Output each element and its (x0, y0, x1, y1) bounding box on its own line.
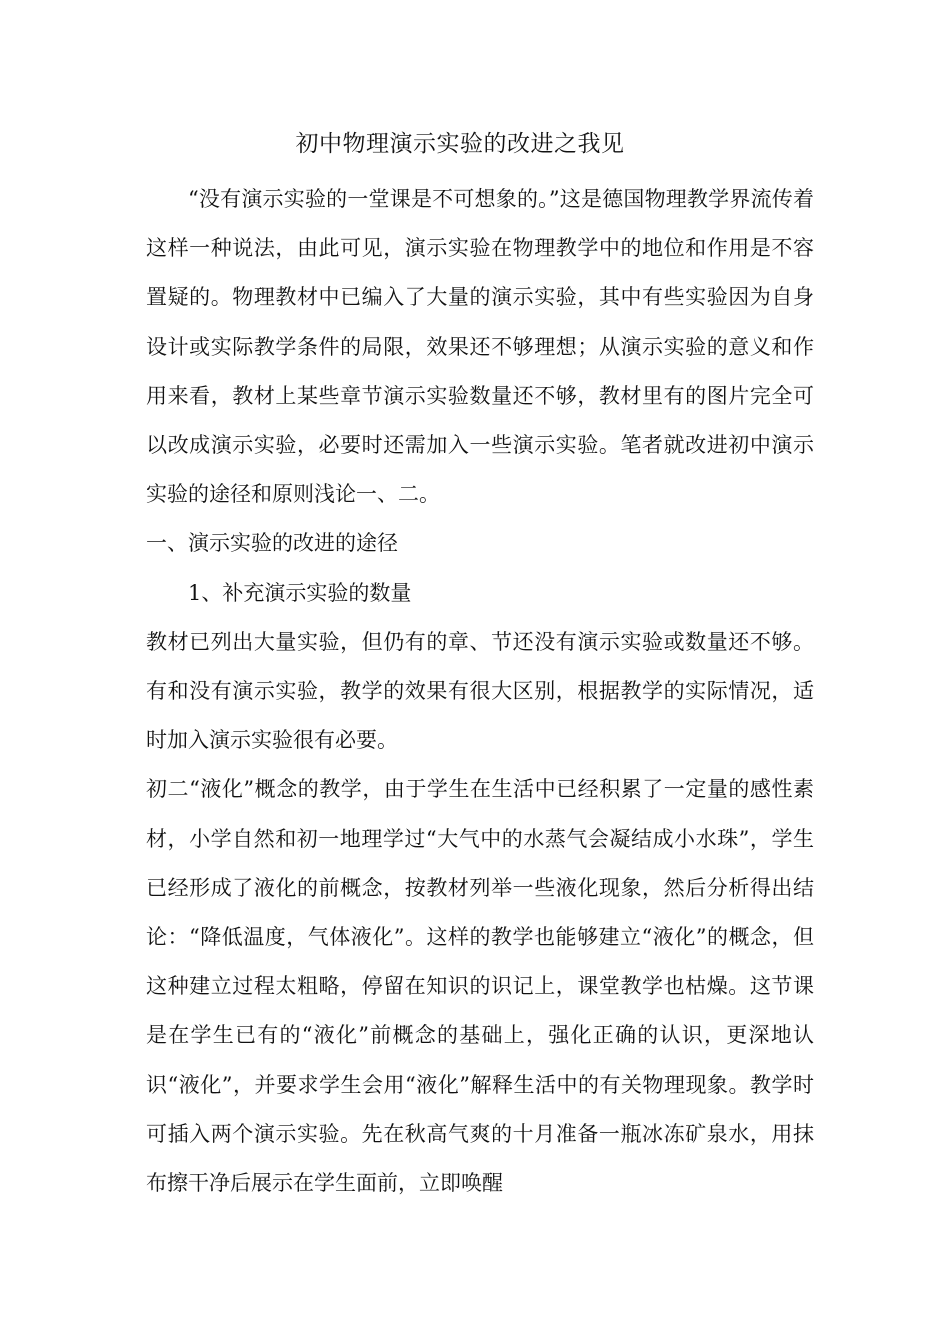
document-body (146, 175, 814, 1208)
document-title: 初中物理演示实验的改进之我见 (295, 131, 625, 157)
body-paragraph: 初二“液化”概念的教学，由于学生在生活中已经积累了一定量的感性素材，小学自然和初一地理学过“大气中的水蒸气会凝结成小水珠”，学生已经形成了液化的前概念，按教材列举一些液化现象，然后分析得出结论：“降低温度，气体液化”。这样的教学也能够建立“液化”的概念，但这种建立过程太粗略，停留在知识的识记上，课堂教学也枯燥。这节课是在学生已有的“液化”前概念的基础上，强化正确的认识，更深地认识“液化”，并要求学生会用“液化”解释生活中的有关物理现象。教学时可插入两个演示实验。先在秋高气爽的十月准备一瓶冰冻矿泉水，用抹布擦干净后展示在学生面前，立即唤醒 (146, 777, 814, 1196)
body-paragraph: 教材已列出大量实验，但仍有的章、节还没有演示实验或数量还不够。有和没有演示实验，教学的效果有很大区别，根据教学的实际情况，适时加入演示实验很有必要。 (146, 629, 814, 753)
section-heading: 一、演示实验的改进的途径 (146, 531, 398, 556)
intro-paragraph: “没有演示实验的一堂课是不可想象的。”这是德国物理教学界流传着这样一种说法，由此可见，演示实验在物理教学中的地位和作用是不容置疑的。物理教材中已编入了大量的演示实验，其中有些实验因为自身设计或实际教学条件的局限，效果还不够理想；从演示实验的意义和作用来看，教材上某些章节演示实验数量还不够，教材里有的图片完全可以改成演示实验，必要时还需加入一些演示实验。笔者就改进初中演示实验的途径和原则浅论一、二。 (146, 187, 814, 507)
subsection-heading: 1、补充演示实验的数量 (188, 580, 412, 605)
